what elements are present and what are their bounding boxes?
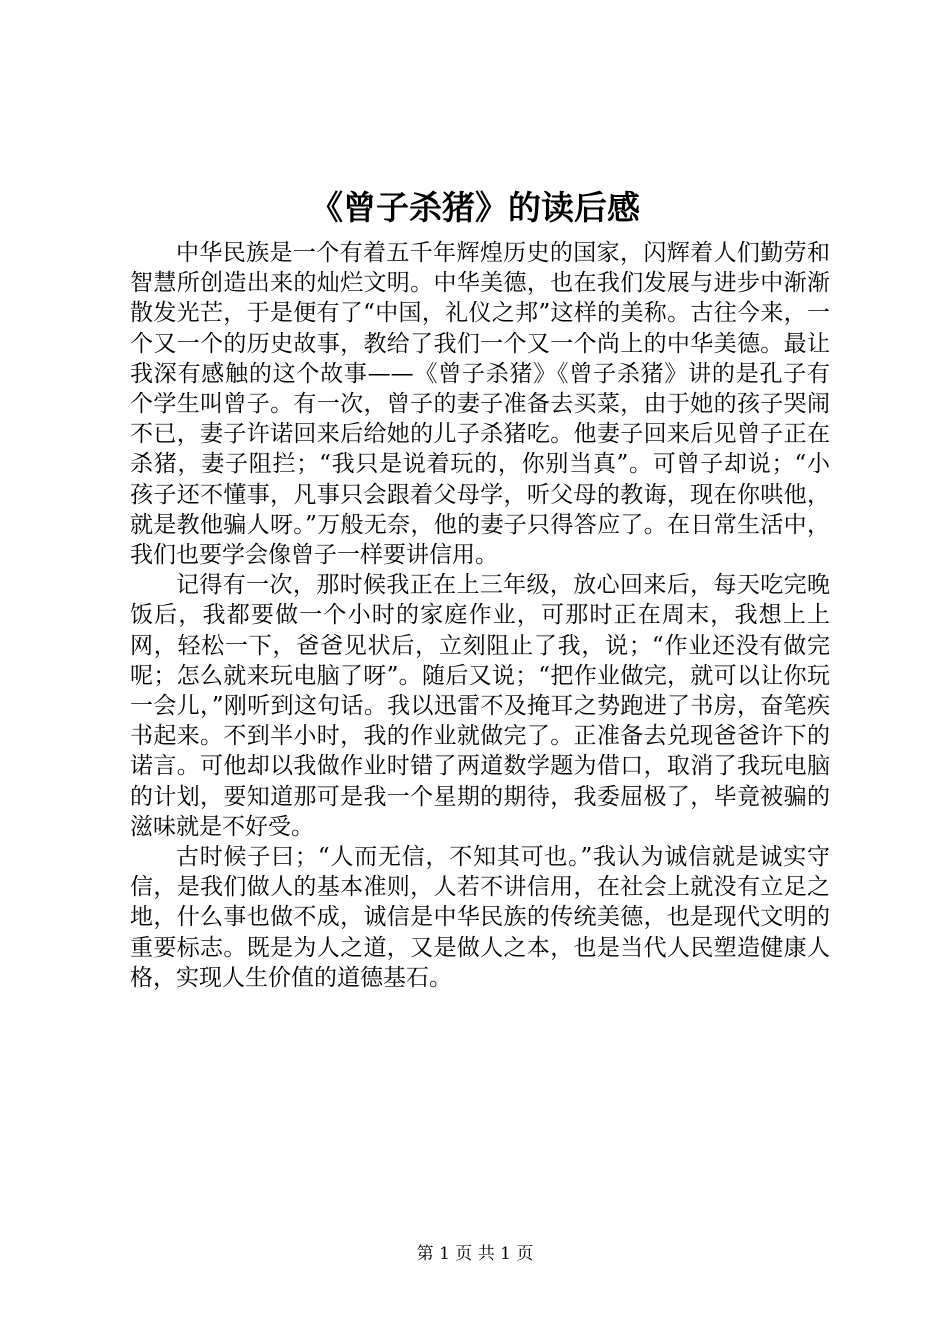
page-title: 《曾子杀猪》的读后感	[310, 188, 640, 227]
article-body	[130, 238, 830, 993]
paragraph-3: 古时候子曰；“人而无信，不知其可也。”我认为诚信就是诚实守信，是我们做人的基本准则，人若不讲信用，在社会上就没有立足之地，什么事也做不成，诚信是中华民族的传统美德，也是现代文明的重要标志。既是为人之道，又是做人之本，也是当代人民塑造健康人格，实现人生价值的道德基石。	[130, 844, 830, 991]
page-number-footer: 第 1 页 共 1 页	[416, 1244, 534, 1264]
paragraph-2: 记得有一次，那时候我正在上三年级，放心回来后，每天吃完晚饭后，我都要做一个小时的家庭作业，可那时正在周末，我想上上网，轻松一下，爸爸见状后，立刻阻止了我，说；“作业还没有做完呢；怎么就来玩电脑了呀”。随后又说；“把作业做完，就可以让你玩一会儿，”刚听到这句话。我以迅雷不及掩耳之势跑进了书房，奋笔疾书起来。不到半小时，我的作业就做完了。正准备去兑现爸爸许下的诺言。可他却以我做作业时错了两道数学题为借口，取消了我玩电脑的计划，要知道那可是我一个星期的期待，我委屈极了，毕竟被骗的滋味就是不好受。	[130, 572, 830, 840]
paragraph-1: 中华民族是一个有着五千年辉煌历史的国家，闪辉着人们勤劳和智慧所创造出来的灿烂文明。中华美德，也在我们发展与进步中渐渐散发光芒，于是便有了“中国，礼仪之邦”这样的美称。古往今来，一个又一个的历史故事，教给了我们一个又一个尚上的中华美德。最让我深有感触的这个故事——《曾子杀猪》《曾子杀猪》讲的是孔子有个学生叫曾子。有一次，曾子的妻子准备去买菜，由于她的孩子哭闹不已，妻子许诺回来后给她的儿子杀猪吃。他妻子回来后见曾子正在杀猪，妻子阻拦；“我只是说着玩的，你别当真”。可曾子却说；“小孩子还不懂事，凡事只会跟着父母学，听父母的教诲，现在你哄他，就是教他骗人呀。”万般无奈，他的妻子只得答应了。在日常生活中，我们也要学会像曾子一样要讲信用。	[130, 240, 830, 569]
